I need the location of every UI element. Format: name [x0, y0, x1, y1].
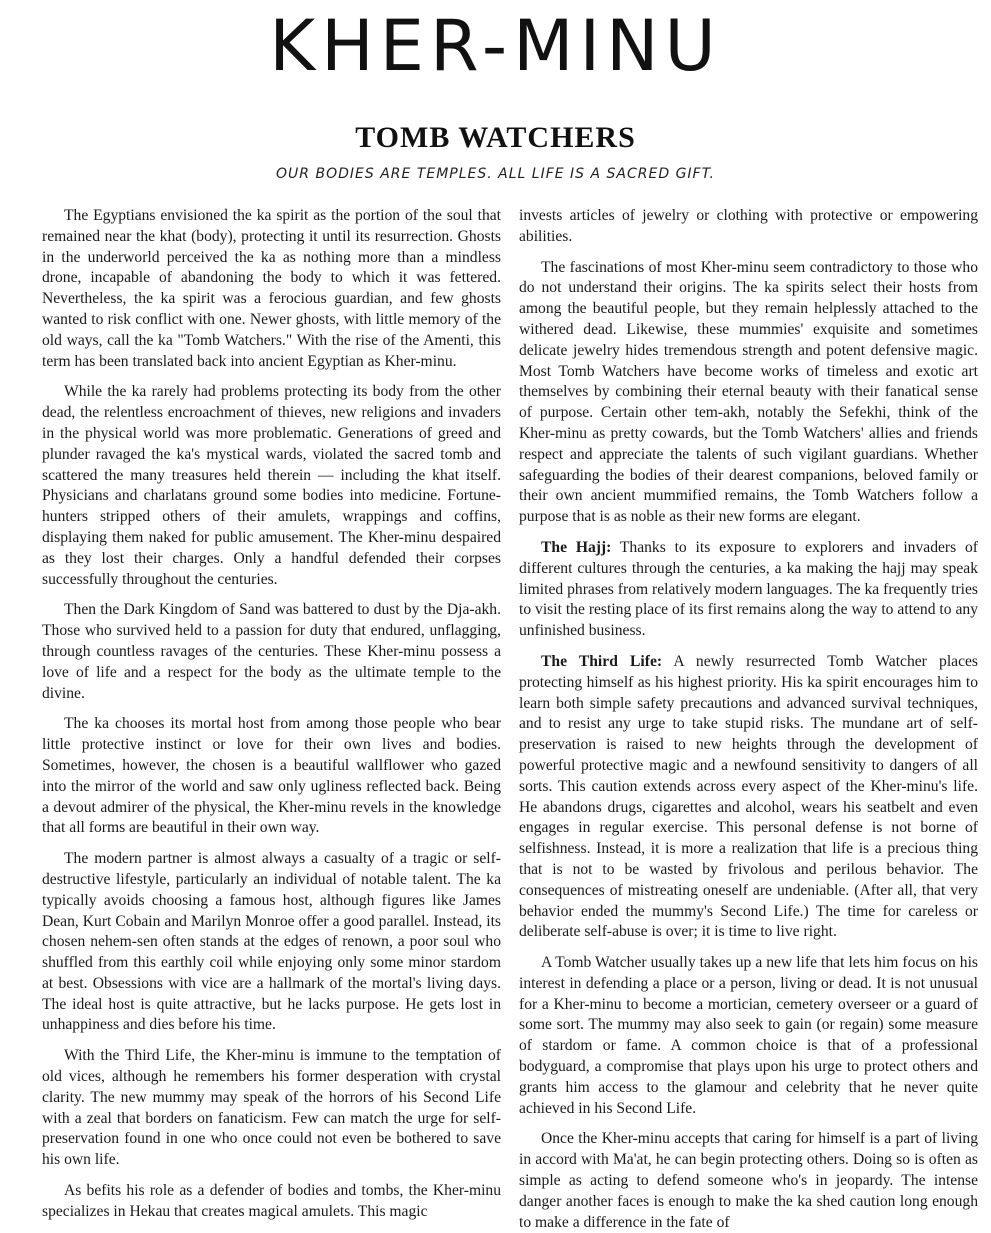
- right-column: [519, 206, 978, 1231]
- paragraph: Then the Dark Kingdom of Sand was battered to dust by the Dja-akh. Those who survived held to a passion for duty that endured, unflagging, through countless ravages of the centuries. These Kher-minu possess a love of life and a respect for the body as the ultimate temple to the divine.: [42, 601, 501, 702]
- subheading-hajj: The Hajj:: [541, 538, 612, 556]
- paragraph: As befits his role as a defender of bodies and tombs, the Kher-minu specializes in Hekau that creates magical amulets. This magic: [42, 1182, 501, 1220]
- paragraph-hajj: [519, 538, 978, 642]
- paragraph: While the ka rarely had problems protecting its body from the other dead, the relentless encroachment of thieves, new religions and invaders in the physical world was more problematic. Generations of greed and plunder ravaged the ka's mystical wards, violated the sacred tomb and scattered the many treasures held therein — including the khat itself. Physicians and charlatans ground some bodies into medicine. Fortune-hunters stripped others of their amulets, wrappings and coffins, displaying them naked for public amusement. The Kher-minu despaired as they lost their charges. Only a handful defended their corpses successfully throughout the centuries.: [42, 383, 501, 588]
- body-columns: [42, 206, 978, 1231]
- paragraph: With the Third Life, the Kher-minu is immune to the temptation of old vices, although he remembers his former desperation with crystal clarity. The new mummy may speak of the horrors of his Second Life with a zeal that borders on fanaticism. Few can match the urge for self-preservation found in one who once could not even be bothered to save his own life.: [42, 1047, 501, 1169]
- page-title: KHER-MINU: [269, 5, 722, 87]
- paragraph: invests articles of jewelry or clothing with protective or empowering abilities.: [519, 207, 978, 245]
- paragraph: The Egyptians envisioned the ka spirit as the portion of the soul that remained near the khat (body), protecting it until its resurrection. Ghosts in the underworld perceived the ka as nothing more than a mindless drone, incapable of abandoning the body to which it was fettered. Nevertheless, the ka spirit was a ferocious guardian, and few ghosts wanted to risk conflict with one. Newer ghosts, with little memory of the old ways, call the ka "Tomb Watchers." With the rise of the Amenti, this term has been translated back into ancient Egyptian as Kher-minu.: [42, 207, 501, 370]
- section-title: TOMB WATCHERS: [355, 121, 636, 154]
- tagline: OUR BODIES ARE TEMPLES. ALL LIFE IS A SACRED GIFT.: [276, 166, 715, 182]
- paragraph: Once the Kher-minu accepts that caring for himself is a part of living in accord with Ma'at, he can begin protecting others. Doing so is often as simple as acting to defend someone who's in jeopardy. The intense danger another faces is enough to make the ka shed caution long enough to make a difference in the fate of: [519, 1130, 978, 1231]
- paragraph-text: A newly resurrected Tomb Watcher places protecting himself as his highest priority. His ka spirit encourages him to learn both simple safety precautions and advanced survival techniques, and to resist any urge to take stupid risks. The mundane art of self-preservation is raised to new heights through the development of powerful protective magic and a newfound sensitivity to dangers of all sorts. This caution extends across every aspect of the Kher-minu's life. He abandons drugs, cigarettes and alcohol, wears his seatbelt and even engages in regular exercise. This personal defense is not borne of selfishness. Instead, it is more a realization that life is a precious thing that is not to be wasted by frivolous and perilous behavior. The consequences of mistreating oneself are undeniable. (After all, that very behavior ended the mummy's Second Life.) The time for careless or deliberate self-abuse is over; it is time to live right.: [519, 652, 978, 941]
- paragraph-third-life: [519, 652, 978, 943]
- paragraph: The fascinations of most Kher-minu seem contradictory to those who do not understand their origins. The ka spirits select their hosts from among the beautiful people, but they remain helplessly attached to the withered dead. Likewise, these mummies' exquisite and sometimes delicate jewelry hides tremendous strength and potent defensive magic. Most Tomb Watchers have become works of timeless and exotic art themselves by combining their eternal beauty with their fanatical sense of purpose. Certain other tem-akh, notably the Sefekhi, think of the Kher-minu as pretty cowards, but the Tomb Watchers' allies and friends respect and appreciate the talents of such vigilant guardians. Whether safeguarding the bodies of their dearest companions, beloved family or their own ancient mummified remains, the Tomb Watchers follow a purpose that is as noble as their new forms are elegant.: [519, 258, 978, 526]
- paragraph-text: Thanks to its exposure to explorers and invaders of different cultures through the centuries, a ka making the hajj may speak limited phrases from relatively modern languages. The ka frequently tries to visit the resting place of its first remains along the way to attend to any unfinished business.: [519, 538, 978, 640]
- paragraph: The ka chooses its mortal host from among those people who bear little protective instinct or love for their own lives and bodies. Sometimes, however, the chosen is a beautiful wallflower who gazed into the mirror of the world and saw only ugliness reflected back. Being a devout admirer of the physical, the Kher-minu revels in the knowledge that all forms are beautiful in their own way.: [42, 715, 501, 837]
- left-column: [42, 206, 501, 1220]
- paragraph: The modern partner is almost always a casualty of a tragic or self-destructive lifestyle, particularly an individual of notable talent. The ka typically avoids choosing a famous host, although figures like James Dean, Kurt Cobain and Marilyn Monroe offer a good parallel. Instead, its chosen nehem-sen often stands at the edges of renown, a poor soul who shuffled from this earthly coil while enjoying only some minor stardom at best. Obsessions with vice are a hallmark of the mortal's living days. The ideal host is quite attractive, but he lacks purpose. He gets lost in unhappiness and dies before his time.: [42, 850, 501, 1034]
- subheading-third-life: The Third Life:: [541, 652, 663, 670]
- paragraph: A Tomb Watcher usually takes up a new life that lets him focus on his interest in defending a place or a person, living or dead. It is not unusual for a Kher-minu to become a mortician, cemetery overseer or a guard of some sort. The mummy may also seek to gain (or regain) some measure of stardom or fame. A common choice is that of a professional bodyguard, a compromise that plays upon his urge to protect others and grants him access to the glamour and celebrity that he never quite achieved in his Second Life.: [519, 954, 978, 1117]
